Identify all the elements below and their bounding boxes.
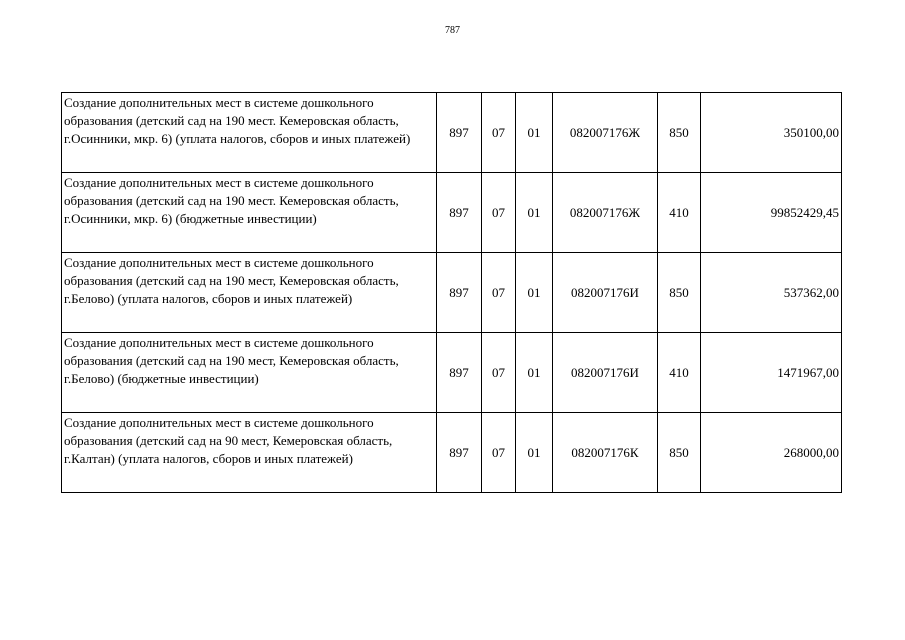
row-target-article: 082007176И [553,333,658,413]
row-amount: 99852429,45 [701,173,842,253]
row-description: Создание дополнительных мест в системе дошкольного образования (детский сад на 190 мест. Кемеровская область, г.Осинники, мкр. 6) (бюджетные инвестиции) [62,173,437,253]
row-description: Создание дополнительных мест в системе дошкольного образования (детский сад на 190 мест. Кемеровская область, г.Осинники, мкр. 6) (уплата налогов, сборов и иных платежей) [62,93,437,173]
row-target-article: 082007176И [553,253,658,333]
row-section-code: 07 [482,333,516,413]
row-section-code: 07 [482,253,516,333]
row-expense-type: 410 [658,333,701,413]
row-description: Создание дополнительных мест в системе дошкольного образования (детский сад на 90 мест, Кемеровская область, г.Калтан) (уплата налогов, сборов и иных платежей) [62,413,437,493]
row-expense-type: 410 [658,173,701,253]
budget-table [61,92,842,493]
row-description: Создание дополнительных мест в системе дошкольного образования (детский сад на 190 мест, Кемеровская область, г.Белово) (бюджетные инвестиции) [62,333,437,413]
row-target-article: 082007176Ж [553,93,658,173]
row-subsection-code: 01 [516,333,553,413]
table-row [62,93,842,173]
row-section-code: 07 [482,173,516,253]
row-section-code: 07 [482,93,516,173]
row-target-article: 082007176К [553,413,658,493]
row-ministry-code: 897 [437,333,482,413]
row-amount: 537362,00 [701,253,842,333]
row-ministry-code: 897 [437,93,482,173]
row-subsection-code: 01 [516,93,553,173]
row-amount: 350100,00 [701,93,842,173]
row-section-code: 07 [482,413,516,493]
row-description: Создание дополнительных мест в системе дошкольного образования (детский сад на 190 мест, Кемеровская область, г.Белово) (уплата налогов, сборов и иных платежей) [62,253,437,333]
row-amount: 1471967,00 [701,333,842,413]
page-number: 787 [445,25,460,36]
table-row [62,413,842,493]
row-expense-type: 850 [658,93,701,173]
table-row [62,333,842,413]
row-ministry-code: 897 [437,253,482,333]
table-row [62,173,842,253]
row-amount: 268000,00 [701,413,842,493]
row-expense-type: 850 [658,413,701,493]
row-subsection-code: 01 [516,253,553,333]
row-subsection-code: 01 [516,413,553,493]
row-ministry-code: 897 [437,173,482,253]
row-subsection-code: 01 [516,173,553,253]
row-target-article: 082007176Ж [553,173,658,253]
table-row [62,253,842,333]
row-ministry-code: 897 [437,413,482,493]
row-expense-type: 850 [658,253,701,333]
